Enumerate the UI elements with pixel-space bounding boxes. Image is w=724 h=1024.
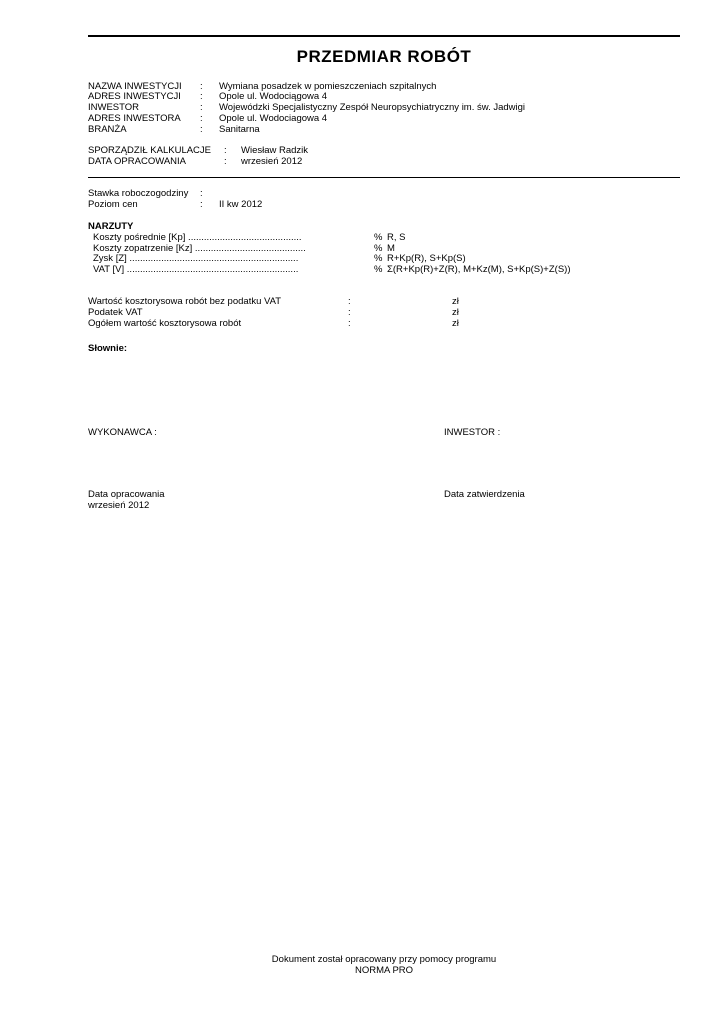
narzut-formula: Σ(R+Kp(R)+Z(R), M+Kz(M), S+Kp(S)+Z(S)) (387, 264, 571, 275)
field-sep: : (200, 124, 203, 135)
field-label-nazwa-inwestycji: NAZWA INWESTYCJI (88, 81, 182, 92)
total-sep: : (348, 296, 351, 307)
narzut-formula: R+Kp(R), S+Kp(S) (387, 253, 466, 264)
left-date-label: Data opracowania (88, 489, 165, 500)
total-label-ogolem: Ogółem wartość kosztorysowa robót (88, 318, 242, 329)
narzut-percent: % (374, 232, 383, 243)
total-sep: : (348, 318, 351, 329)
total-sep: : (348, 307, 351, 318)
field-value-poziom-cen: II kw 2012 (219, 199, 263, 210)
field-value-branza: Sanitarna (219, 124, 260, 135)
field-label-branza: BRANŻA (88, 124, 127, 135)
field-sep: : (200, 91, 203, 102)
field-label-stawka: Stawka roboczogodziny (88, 188, 189, 199)
narzut-percent: % (374, 264, 383, 275)
narzut-percent: % (374, 253, 383, 264)
field-sep: : (200, 102, 203, 113)
total-unit: zł (452, 296, 459, 307)
field-label-adres-inwestora: ADRES INWESTORA (88, 113, 181, 124)
field-label-sporzadzil: SPORZĄDZIŁ KALKULACJE (88, 145, 212, 156)
narzut-formula: M (387, 243, 395, 254)
field-sep: : (200, 199, 203, 210)
total-label-vat: Podatek VAT (88, 307, 143, 318)
page-title: PRZEDMIAR ROBÓT (296, 47, 472, 66)
field-label-data-opracowania: DATA OPRACOWANIA (88, 156, 187, 167)
field-value-inwestor: Wojewódzki Specjalistyczny Zespół Neuropsychiatryczny im. św. Jadwigi (219, 102, 526, 113)
right-date-label: Data zatwierdzenia (444, 489, 525, 500)
left-date-value: wrzesień 2012 (88, 500, 150, 511)
narzut-label: VAT [V] ................................................................. (93, 264, 299, 275)
field-value-adres-inwestora: Opole ul. Wodociagowa 4 (219, 113, 328, 124)
footer-line-1: Dokument został opracowany przy pomocy programu (271, 954, 497, 965)
field-label-adres-inwestycji: ADRES INWESTYCJI (88, 91, 181, 102)
field-value-nazwa-inwestycji: Wymiana posadzek w pomieszczeniach szpitalnych (219, 81, 437, 92)
field-sep: : (200, 81, 203, 92)
narzut-label: Zysk [Z] ................................................................ (93, 253, 299, 264)
wykonawca-label: WYKONAWCA : (88, 427, 157, 438)
slownie-label: Słownie: (88, 343, 128, 354)
total-unit: zł (452, 307, 459, 318)
field-label-inwestor: INWESTOR (88, 102, 140, 113)
top-rule (88, 35, 680, 37)
field-sep: : (224, 156, 227, 167)
total-unit: zł (452, 318, 459, 329)
field-label-poziom-cen: Poziom cen (88, 199, 138, 210)
middle-rule (88, 177, 680, 178)
field-sep: : (200, 188, 203, 199)
narzut-label: Koszty pośrednie [Kp] ........................................... (93, 232, 302, 243)
narzut-percent: % (374, 243, 383, 254)
footer-line-2: NORMA PRO (354, 965, 414, 976)
field-value-adres-inwestycji: Opole ul. Wodociągowa 4 (219, 91, 328, 102)
narzut-label: Koszty zopatrzenie [Kz] .......................................... (93, 243, 306, 254)
narzut-formula: R, S (387, 232, 406, 243)
inwestor-label: INWESTOR : (444, 427, 501, 438)
field-value-sporzadzil: Wiesław Radzik (241, 145, 309, 156)
total-label-netto: Wartość kosztorysowa robót bez podatku VAT (88, 296, 282, 307)
narzuty-heading: NARZUTY (88, 221, 134, 232)
field-sep: : (224, 145, 227, 156)
field-value-data-opracowania: wrzesień 2012 (241, 156, 303, 167)
field-sep: : (200, 113, 203, 124)
